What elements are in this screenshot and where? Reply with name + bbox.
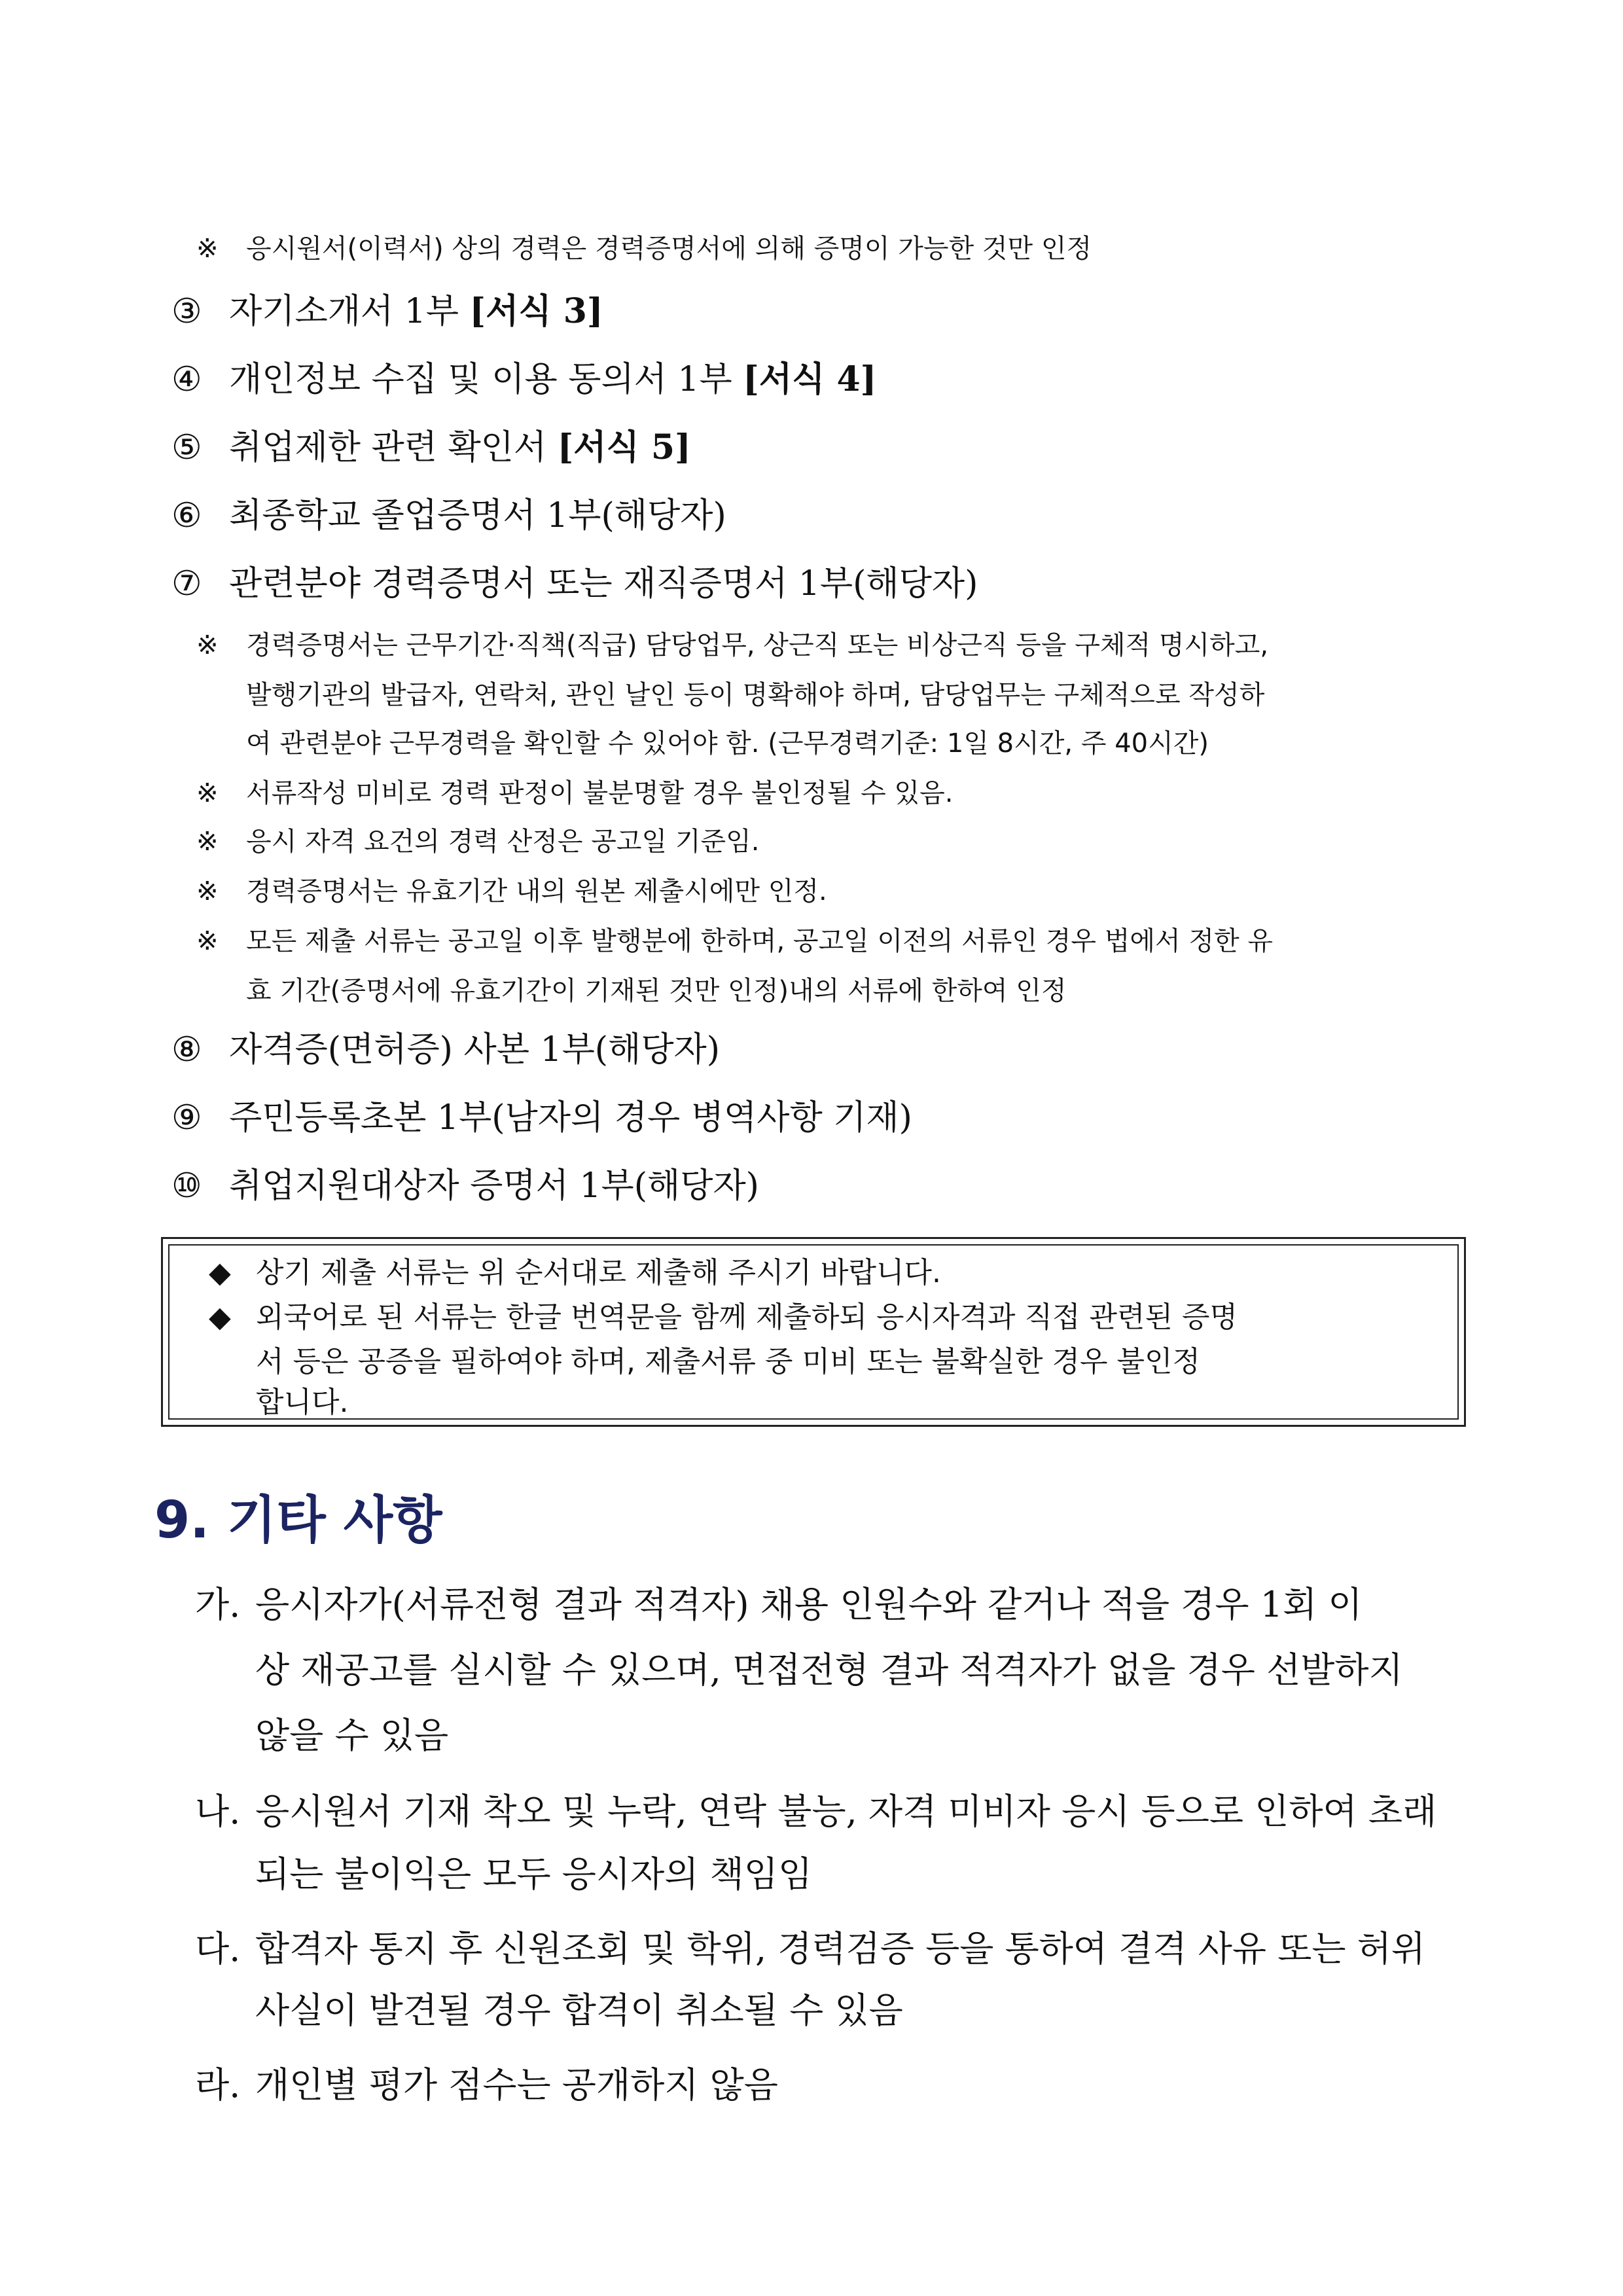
note-text: 경력증명서는 유효기간 내의 원본 제출시에만 인정. bbox=[246, 876, 827, 906]
note-mark: ※ bbox=[196, 630, 219, 660]
item-number: ⑥ bbox=[171, 496, 202, 535]
form-reference: [서식 4] bbox=[743, 359, 877, 399]
note-mark: ※ bbox=[196, 778, 219, 808]
notice-text: 상기 제출 서류는 위 순서대로 제출해 주시기 바랍니다. bbox=[256, 1256, 941, 1289]
item-text: 합격자 통지 후 신원조회 및 학위, 경력검증 등을 통하여 결격 사유 또는 허위 bbox=[255, 1928, 1426, 1969]
note-text: 경력증명서는 근무기간·직책(직급) 담당업무, 상근직 또는 비상근직 등을 구체적 명시하고, bbox=[246, 630, 1269, 660]
note-mark: ※ bbox=[196, 234, 219, 264]
item-text-continued: 않을 수 있음 bbox=[255, 1715, 449, 1756]
diamond-bullet-icon: ◆ bbox=[209, 1300, 231, 1334]
form-reference: [서식 5] bbox=[557, 427, 691, 467]
item-number: ⑤ bbox=[171, 428, 202, 467]
note-text-continued: 발행기관의 발급자, 연락처, 관인 날인 등이 명확해야 하며, 담당업무는 구체적으로 작성하 bbox=[246, 680, 1265, 710]
note-mark: ※ bbox=[196, 827, 219, 857]
item-text: 개인정보 수집 및 이용 동의서 1부 bbox=[229, 360, 743, 399]
item-text: 자기소개서 1부 bbox=[229, 292, 470, 331]
item-number: ④ bbox=[171, 360, 202, 399]
notice-box-inner bbox=[168, 1244, 1459, 1420]
note-text: 응시원서(이력서) 상의 경력은 경력증명서에 의해 증명이 가능한 것만 인정 bbox=[246, 234, 1092, 264]
note-text-continued: 여 관련분야 근무경력을 확인할 수 있어야 함. (근무경력기준: 1일 8시간, 주 40시간) bbox=[246, 728, 1209, 759]
item-letter: 라. bbox=[195, 2064, 241, 2106]
item-text: 주민등록초본 1부(남자의 경우 병역사항 기재) bbox=[229, 1098, 912, 1138]
item-text: 최종학교 졸업증명서 1부(해당자) bbox=[229, 496, 726, 535]
note-mark: ※ bbox=[196, 926, 219, 956]
item-letter: 나. bbox=[195, 1791, 241, 1832]
item-number: ⑦ bbox=[171, 564, 202, 603]
note-text: 응시 자격 요건의 경력 산정은 공고일 기준임. bbox=[246, 827, 760, 857]
item-text: 개인별 평가 점수는 공개하지 않음 bbox=[255, 2064, 778, 2106]
item-text: 자격증(면허증) 사본 1부(해당자) bbox=[229, 1030, 721, 1069]
note-mark: ※ bbox=[196, 876, 219, 906]
item-text: 응시자가(서류전형 결과 적격자) 채용 인원수와 같거나 적을 경우 1회 이 bbox=[255, 1584, 1363, 1625]
notice-text: 외국어로 된 서류는 한글 번역문을 함께 제출하되 응시자격과 직접 관련된 증명 bbox=[256, 1300, 1238, 1334]
notice-text-continued: 합니다. bbox=[256, 1386, 349, 1419]
item-number: ⑧ bbox=[171, 1030, 202, 1069]
item-text: 관련분야 경력증명서 또는 재직증명서 1부(해당자) bbox=[229, 564, 978, 603]
note-text-continued: 효 기간(증명서에 유효기간이 기재된 것만 인정)내의 서류에 한하여 인정 bbox=[246, 976, 1067, 1006]
item-text-continued: 사실이 발견될 경우 합격이 취소될 수 있음 bbox=[255, 1990, 903, 2031]
diamond-bullet-icon: ◆ bbox=[209, 1256, 231, 1289]
item-text: 취업제한 관련 확인서 bbox=[229, 428, 558, 467]
item-letter: 가. bbox=[195, 1584, 241, 1625]
item-text: 취업지원대상자 증명서 1부(해당자) bbox=[229, 1166, 759, 1206]
note-text: 서류작성 미비로 경력 판정이 불분명할 경우 불인정될 수 있음. bbox=[246, 778, 954, 808]
item-letter: 다. bbox=[195, 1928, 241, 1969]
item-number: ③ bbox=[171, 292, 202, 331]
item-text-continued: 상 재공고를 실시할 수 있으며, 면접전형 결과 적격자가 없을 경우 선발하지 bbox=[255, 1649, 1403, 1691]
note-text: 모든 제출 서류는 공고일 이후 발행분에 한하며, 공고일 이전의 서류인 경우 법에서 정한 유 bbox=[246, 926, 1274, 956]
form-reference: [서식 3] bbox=[469, 291, 603, 331]
item-text-continued: 되는 불이익은 모두 응시자의 책임임 bbox=[255, 1854, 813, 1895]
notice-text-continued: 서 등은 공증을 필하여야 하며, 제출서류 중 미비 또는 불확실한 경우 불인정 bbox=[256, 1345, 1200, 1378]
item-text: 응시원서 기재 착오 및 누락, 연락 불능, 자격 미비자 응시 등으로 인하여 초래 bbox=[255, 1791, 1437, 1832]
item-number: ⑨ bbox=[171, 1098, 202, 1138]
section-title: 9. 기타 사항 bbox=[154, 1491, 442, 1550]
notice-box bbox=[161, 1237, 1466, 1427]
item-number: ⑩ bbox=[171, 1166, 202, 1206]
